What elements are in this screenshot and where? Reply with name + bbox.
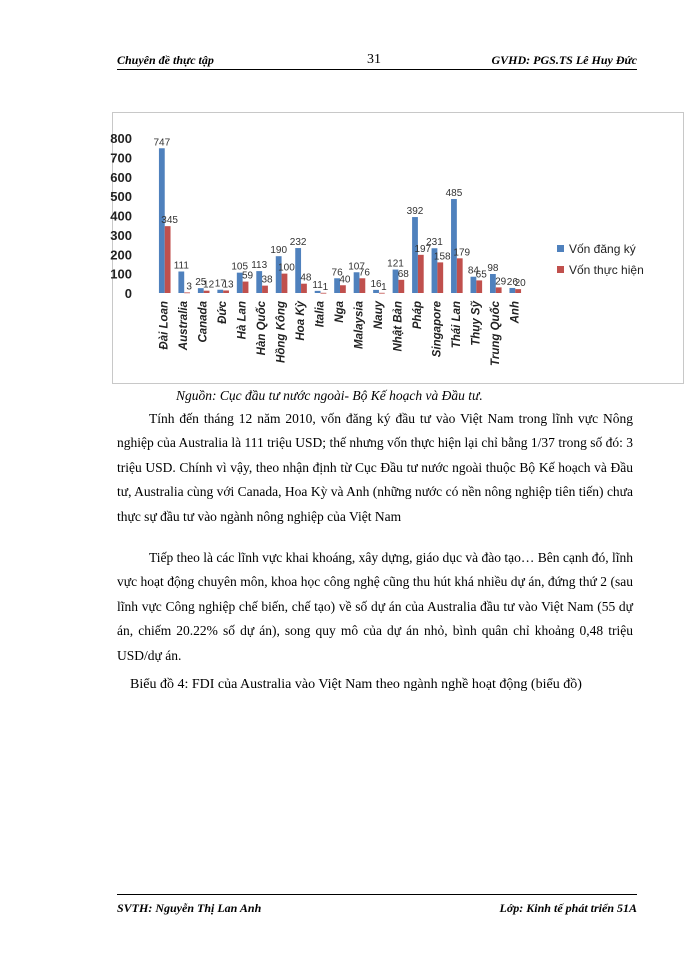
bar-von-thuc-hien bbox=[515, 289, 521, 293]
bar-von-thuc-hien bbox=[321, 293, 327, 294]
data-label-von-thuc-hien: 59 bbox=[241, 270, 254, 282]
x-tick-label: Singapore bbox=[431, 301, 444, 358]
bar-von-thuc-hien bbox=[437, 262, 443, 293]
data-label-von-dang-ky: 84 bbox=[467, 265, 479, 277]
bar-von-thuc-hien bbox=[476, 280, 482, 293]
data-label-von-dang-ky: 98 bbox=[487, 263, 499, 275]
x-tick-label: Trung Quốc bbox=[489, 301, 502, 366]
x-tick-label: Anh bbox=[509, 301, 522, 324]
data-label-von-thuc-hien: 12 bbox=[203, 279, 215, 291]
bar-von-thuc-hien bbox=[184, 292, 190, 293]
bar-von-thuc-hien bbox=[496, 287, 502, 293]
data-label-von-dang-ky: 11 bbox=[312, 279, 323, 291]
data-label-von-dang-ky: 113 bbox=[251, 260, 268, 272]
x-tick-label: Thụy Sỹ bbox=[470, 301, 483, 346]
x-tick-label: Nhật Bản bbox=[392, 301, 405, 352]
bar-von-thuc-hien bbox=[223, 290, 229, 293]
bar-von-dang-ky bbox=[178, 271, 184, 293]
x-tick-label: Italia bbox=[314, 301, 327, 328]
data-label-von-dang-ky: 17 bbox=[214, 278, 226, 290]
data-label-von-dang-ky: 105 bbox=[231, 261, 249, 273]
bar-von-thuc-hien bbox=[457, 258, 463, 293]
bar-von-thuc-hien bbox=[204, 291, 210, 293]
paragraph-2 bbox=[117, 546, 633, 668]
data-label-von-thuc-hien: 68 bbox=[397, 268, 409, 280]
bar-von-thuc-hien bbox=[340, 285, 346, 293]
y-tick-label: 700 bbox=[110, 150, 132, 166]
data-label-von-dang-ky: 121 bbox=[387, 258, 404, 270]
data-label-von-dang-ky: 392 bbox=[406, 206, 424, 218]
legend-label: Vốn đăng ký bbox=[569, 242, 636, 256]
data-label-von-thuc-hien: 179 bbox=[453, 247, 471, 259]
y-tick-label: 600 bbox=[110, 169, 132, 185]
bar-von-thuc-hien bbox=[379, 293, 385, 294]
header-right: GVHD: PGS.TS Lê Huy Đức bbox=[491, 53, 637, 67]
page-header bbox=[117, 51, 637, 70]
data-label-von-dang-ky: 747 bbox=[153, 137, 171, 149]
data-label-von-thuc-hien: 100 bbox=[278, 262, 295, 274]
chart-container bbox=[112, 112, 684, 384]
data-label-von-dang-ky: 232 bbox=[289, 237, 307, 249]
data-label-von-thuc-hien: 65 bbox=[475, 269, 487, 281]
x-tick-label: Pháp bbox=[411, 301, 424, 330]
data-label-von-dang-ky: 231 bbox=[426, 237, 443, 249]
data-label-von-dang-ky: 26 bbox=[506, 276, 518, 288]
x-tick-label: Canada bbox=[197, 301, 210, 343]
x-tick-label: Australia bbox=[178, 301, 191, 351]
page-footer bbox=[117, 894, 637, 917]
y-tick-label: 800 bbox=[110, 131, 132, 146]
data-label-von-dang-ky: 25 bbox=[195, 277, 207, 289]
data-label-von-thuc-hien: 1 bbox=[381, 281, 387, 293]
data-label-von-thuc-hien: 3 bbox=[186, 281, 192, 293]
x-tick-label: Đài Loan bbox=[158, 301, 171, 350]
source-note: Nguồn: Cục đầu tư nước ngoài- Bộ Kế hoạch và Đầu tư. bbox=[176, 388, 483, 403]
data-label-von-dang-ky: 76 bbox=[331, 267, 343, 279]
bar-von-thuc-hien bbox=[301, 284, 307, 293]
footer-right: Lớp: Kinh tế phát triển 51A bbox=[499, 901, 637, 915]
data-label-von-dang-ky: 485 bbox=[445, 188, 463, 200]
x-tick-label: Nauy bbox=[372, 301, 385, 330]
x-tick-label: Thái Lan bbox=[450, 301, 463, 349]
chart-caption: Biểu đồ 4: FDI của Australia vào Việt Nam theo ngành nghề hoạt động (biểu đồ) bbox=[130, 677, 582, 692]
page-number: 31 bbox=[367, 52, 381, 67]
y-tick-label: 500 bbox=[110, 189, 132, 205]
y-tick-label: 400 bbox=[110, 208, 132, 224]
data-label-von-dang-ky: 16 bbox=[370, 278, 382, 290]
y-tick-label: 0 bbox=[124, 286, 132, 301]
data-label-von-thuc-hien: 1 bbox=[322, 281, 329, 293]
header-left: Chuyên đề thực tập bbox=[117, 53, 214, 67]
bar-chart bbox=[110, 113, 683, 383]
bar-von-dang-ky bbox=[412, 217, 418, 293]
x-tick-label: Hà Lan bbox=[236, 301, 249, 340]
data-label-von-thuc-hien: 76 bbox=[358, 267, 370, 279]
data-label-von-thuc-hien: 40 bbox=[339, 274, 351, 286]
bar-von-thuc-hien bbox=[165, 226, 171, 293]
x-tick-label: Hoa Kỳ bbox=[295, 301, 308, 341]
data-label-von-thuc-hien: 13 bbox=[222, 279, 234, 291]
data-label-von-thuc-hien: 38 bbox=[261, 274, 273, 286]
paragraph-1 bbox=[117, 407, 633, 529]
bar-von-dang-ky bbox=[315, 291, 321, 293]
bar-von-thuc-hien bbox=[282, 274, 288, 293]
paragraph-1-text: Tính đến tháng 12 năm 2010, vốn đăng ký đầu tư vào Việt Nam trong lĩnh vực Nông nghiệp của Australia là 111 triệu USD; thế nhưng vốn thực hiện lại chỉ bằng 1/37 trong số đó: 3 triệu USD. Chính vì vậy, theo nhận định từ Cục Đầu tư nước ngoài thuộc Bộ Kế hoạch và Đầu tư, Australia cùng với Canada, Hoa Kỳ và Anh (những nước có nền nông nghiệp tiên tiến) chưa thực sự đầu tư vào ngành nông nghiệp của Việt Nam bbox=[117, 411, 633, 524]
legend-swatch bbox=[557, 245, 564, 252]
y-tick-label: 300 bbox=[110, 227, 132, 243]
footer-left: SVTH: Nguyễn Thị Lan Anh bbox=[117, 901, 262, 915]
data-label-von-thuc-hien: 197 bbox=[414, 243, 432, 255]
legend-swatch bbox=[557, 266, 564, 273]
x-tick-label: Hàn Quốc bbox=[256, 301, 269, 356]
bar-von-thuc-hien bbox=[398, 280, 404, 293]
x-tick-label: Malaysia bbox=[353, 301, 366, 349]
legend-label: Vốn thực hiện bbox=[569, 263, 644, 277]
bar-von-thuc-hien bbox=[243, 282, 249, 293]
paragraph-2-text: Tiếp theo là các lĩnh vực khai khoáng, xây dựng, giáo dục và đào tạo… Bên cạnh đó, lĩnh vực hoạt động chuyên môn, khoa học công nghệ cũng thu hút khá nhiều dự án, đứng thứ 2 (sau lĩnh vực Công nghiệp chế biến, chế tạo) về số dự án của Australia đầu tư vào Việt Nam (55 dự án, chiếm 20.22% số dự án), song quy mô của dự án nhỏ, bình quân chỉ khoảng 0,48 triệu USD/dự án. bbox=[117, 550, 633, 663]
bar-von-dang-ky bbox=[295, 248, 301, 293]
data-label-von-thuc-hien: 345 bbox=[161, 215, 178, 227]
x-tick-label: Nga bbox=[334, 301, 346, 323]
data-label-von-thuc-hien: 48 bbox=[300, 272, 312, 284]
data-label-von-dang-ky: 190 bbox=[270, 245, 288, 257]
data-label-von-dang-ky: 111 bbox=[173, 260, 189, 272]
data-label-von-thuc-hien: 158 bbox=[433, 251, 451, 263]
x-tick-label: Hồng Kông bbox=[275, 301, 288, 363]
y-tick-label: 200 bbox=[110, 247, 132, 263]
data-label-von-thuc-hien: 29 bbox=[495, 276, 507, 288]
data-label-von-dang-ky: 107 bbox=[348, 261, 365, 273]
bar-von-thuc-hien bbox=[418, 255, 424, 293]
data-label-von-thuc-hien: 20 bbox=[514, 278, 526, 290]
y-tick-label: 100 bbox=[110, 266, 132, 282]
bar-von-thuc-hien bbox=[359, 278, 365, 293]
x-tick-label: Đức bbox=[217, 301, 230, 324]
bar-von-dang-ky bbox=[451, 199, 457, 293]
bar-von-dang-ky bbox=[373, 290, 379, 293]
bar-von-thuc-hien bbox=[262, 286, 268, 293]
